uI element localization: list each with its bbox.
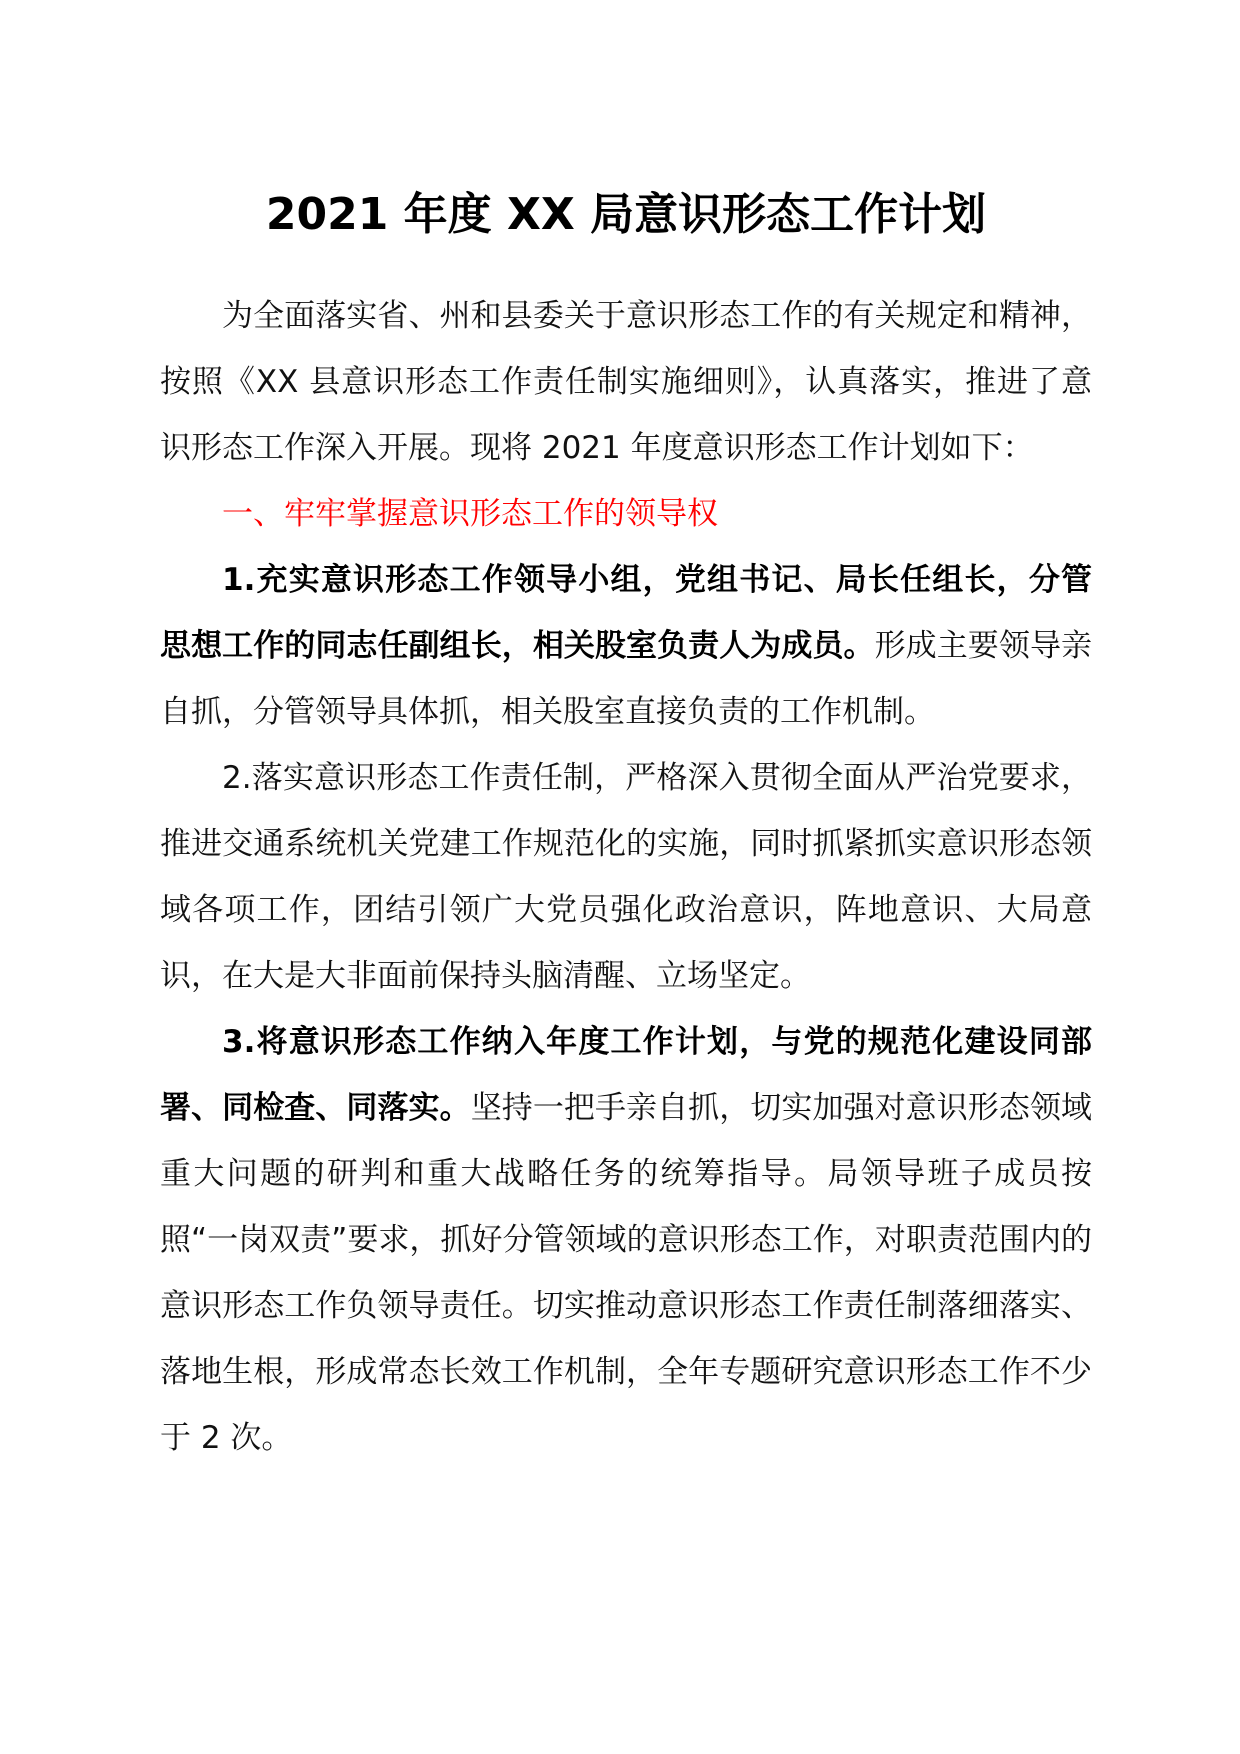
item-3-text: 坚持一把手亲自抓，切实加强对意识形态领域重大问题的研判和重大战略任务的统筹指导。局领导班子成员按照“一岗双责”要求，抓好分管领域的意识形态工作，对职责范围内的意识形态工作负领导责任。切实推动意识形态工作责任制落细落实、落地生根，形成常态长效工作机制，全年专题研究意识形态工作不少于 2 次。 [160, 1090, 1093, 1456]
item-1-text: 形成主要领导亲自抓，分管领导具体抓，相关股室直接负责的工作机制。 [160, 628, 1093, 730]
section-heading-1: 一、牢牢掌握意识形态工作的领导权 [222, 496, 718, 532]
item-3-bold-text: 3.将意识形态工作纳入年度工作计划，与党的规范化建设同部署、同检查、同落实。 [160, 1024, 1092, 1126]
item-2-paragraph: 2.落实意识形态工作责任制，严格深入贯彻全面从严治党要求，推进交通系统机关党建工作规范化的实施，同时抓紧抓实意识形态领域各项工作，团结引领广大党员强化政治意识，阵地意识、大局意识，在大是大非面前保持头脑清醒、立场坚定。 [160, 760, 1092, 994]
item-1-bold-text: 1.充实意识形态工作领导小组，党组书记、局长任组长，分管思想工作的同志任副组长，相关股室负责人为成员。 [160, 562, 1092, 664]
document-page [160, 185, 1092, 1471]
item-3-paragraph [160, 1009, 1092, 1471]
item-1-paragraph [160, 547, 1092, 745]
intro-paragraph: 为全面落实省、州和县委关于意识形态工作的有关规定和精神，按照《XX 县意识形态工作责任制实施细则》，认真落实，推进了意识形态工作深入开展。现将 2021 年度意识形态工作计划如下： [160, 298, 1092, 466]
document-title: 2021 年度 XX 局意识形态工作计划 [265, 189, 987, 240]
